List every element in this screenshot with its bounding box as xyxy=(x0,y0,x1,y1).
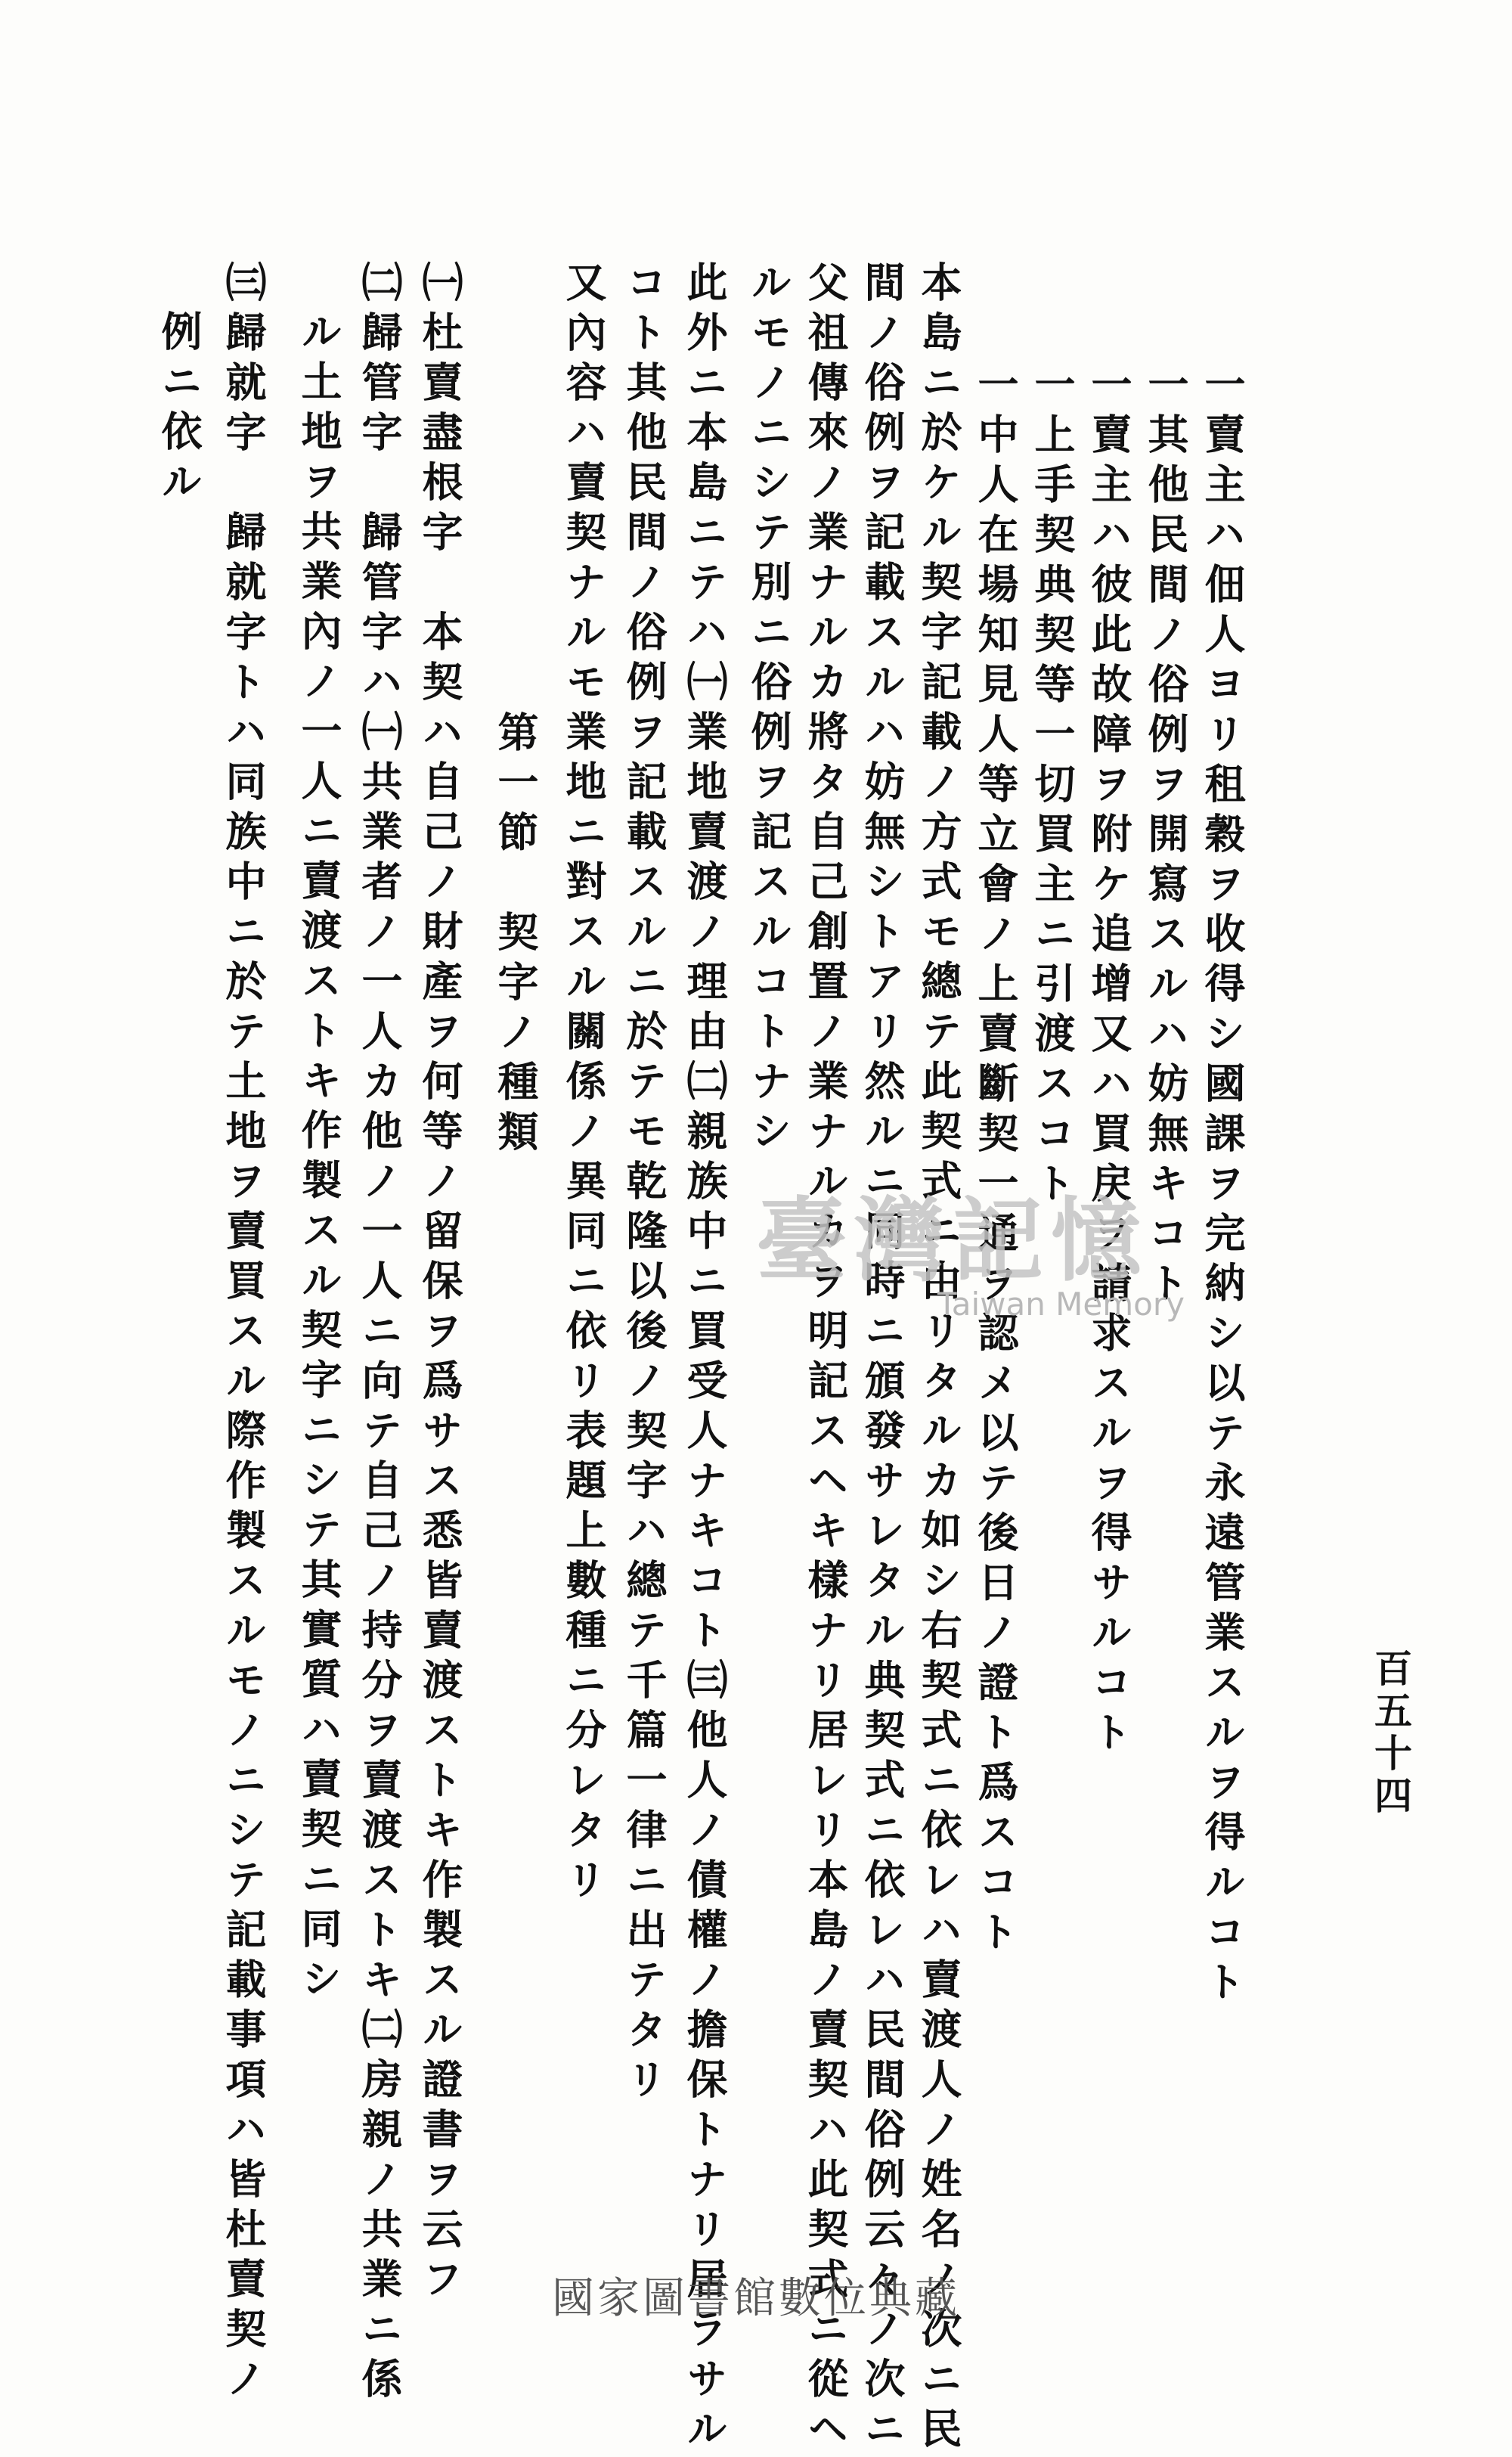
text-column-16: ル土地ヲ共業內ノ一人ニ賣渡ストキ作製スル契字ニシテ其實質ハ賣契ニ同シ xyxy=(295,310,343,2007)
text-column-8: 父祖傳來ノ業ナルカ將タ自己創置ノ業ナルカヲ明記スヘキ樣ナリ居レリ本島ノ賣契ハ此契式ニ從ヘ xyxy=(801,261,850,2457)
text-column-17: ㈢歸就字 歸就字トハ同族中ニ於テ土地ヲ賣買スル際作製スルモノニシテ記載事項ハ皆杜賣契ノ xyxy=(219,261,268,2407)
text-column-15: ㈡歸管字 歸管字ハ㈠共業者ノ一人カ他ノ一人ニ向テ自己ノ持分ヲ賣渡ストキ㈡房親ノ共業ニ係 xyxy=(355,261,404,2407)
text-column-4: 一上手契典契等一切買主ニ引渡スコト xyxy=(1028,363,1077,1211)
text-column-14: ㈠杜賣盡根字 本契ハ自己ノ財產ヲ何等ノ留保ヲ爲サス悉皆賣渡ストキ作製スル證書ヲ云フ xyxy=(416,261,464,2307)
text-column-7: 間ノ俗例ヲ記載スルハ妨無シトアリ然ルニ同時ニ頒發サレタル典契式ニ依レハ民間俗例云々ノ次ニ xyxy=(858,261,906,2457)
text-column-6: 本島ニ於ケル契字記載ノ方式モ總テ此契式ニ由リタルカ如シ右契式ニ依レハ賣渡人ノ姓名ノ次ニ民 xyxy=(915,261,963,2457)
text-column-18: 例ニ依ル xyxy=(155,310,203,510)
text-column-10: 此外ニ本島ニテハ㈠業地賣渡ノ理由㈡親族中ニ買受人ナキコト㈢他人ノ債權ノ擔保トナリ居ラサル xyxy=(680,261,729,2457)
text-column-2: 一其他民間ノ俗例ヲ開寫スルハ妨無キコト xyxy=(1142,363,1190,1311)
text-column-1: 一賣主ハ佃人ヨリ租穀ヲ收得シ國課ヲ完納シ以テ永遠管業スルヲ得ルコト xyxy=(1198,363,1247,2010)
watermark-logo: 臺灣記憶 xyxy=(756,1187,1149,1294)
section-heading: 第一節 契字ノ種類 xyxy=(491,711,540,1160)
text-column-5: 一中人在場知見人等立會ノ上賣斷契一通ヲ認メ以テ後日ノ證ト爲スコト xyxy=(971,363,1020,1960)
text-column-12: 又內容ハ賣契ナルモ業地ニ對スル關係ノ異同ニ依リ表題上數種ニ分レタリ xyxy=(559,261,608,1908)
text-column-11: コト其他民間ノ俗例ヲ記載スルニ於テモ乾隆以後ノ契字ハ總テ千篇一律ニ出テタリ xyxy=(620,261,668,2108)
page-number: 百五十四 xyxy=(1368,1649,1413,1818)
watermark-subtitle: Taiwan Memory xyxy=(937,1286,1185,1323)
text-column-3: 一賣主ハ彼此故障ヲ附ケ追增又ハ買戻ヲ請求スルヲ得サルコト xyxy=(1085,363,1133,1761)
footer-collection-label: 國家圖書館數位典藏 xyxy=(552,2274,960,2323)
text-column-9: ルモノニシテ別ニ俗例ヲ記スルコトナシ xyxy=(745,261,793,1159)
